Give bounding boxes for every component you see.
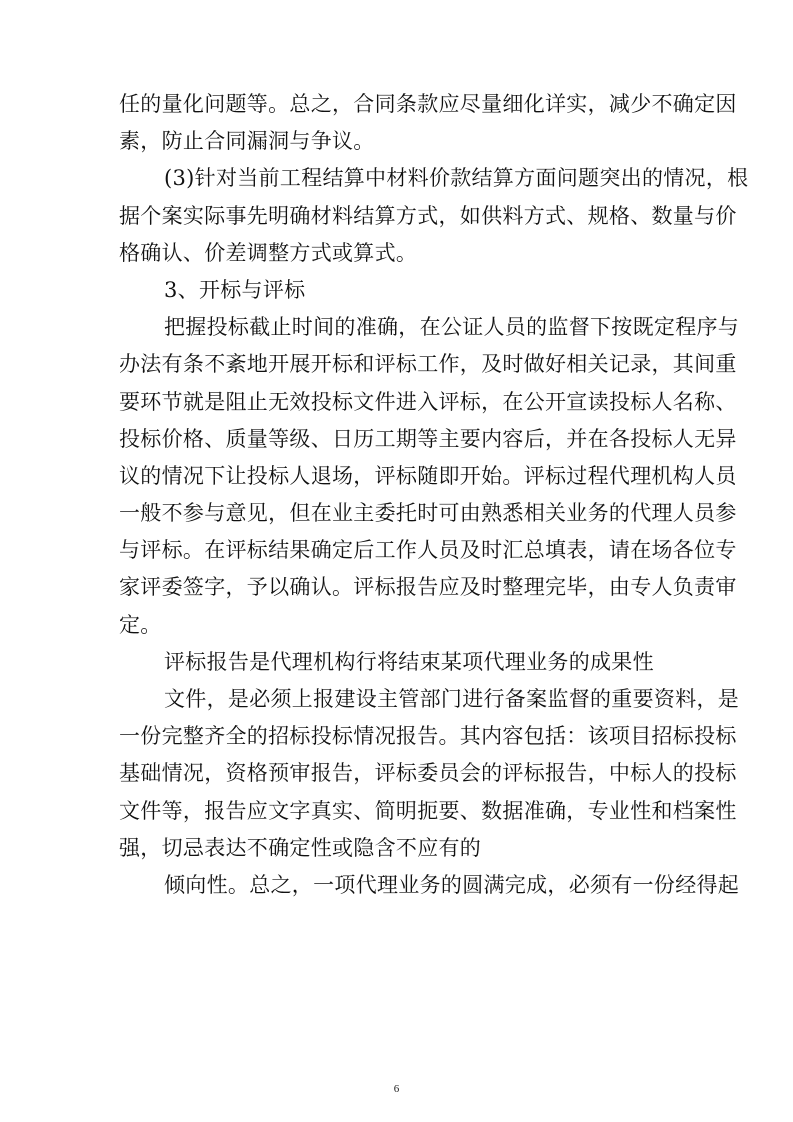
text-line: 素，防止合同漏洞与争议。 [119,129,375,154]
text-line: 强，切忌表达不确定性或隐含不应有的 [119,835,482,860]
text-line: 把握投标截止时间的准确，在公证人员的监督下按既定程序与 [164,315,740,340]
text-line: 要环节就是阻止无效投标文件进入评标，在公开宣读投标人名称、 [119,389,737,414]
text-line: (3)针对当前工程结算中材料价款结算方面问题突出的情况，根 [164,166,749,191]
text-line: 评标报告是代理机构行将结束某项代理业务的成果性 [164,649,654,674]
text-line: 办法有条不紊地开展开标和评标工作，及时做好相关记录，其间重 [119,352,737,377]
text-line: 一份完整齐全的招标投标情况报告。其内容包括：该项目招标投标 [119,724,737,749]
text-line: 格确认、价差调整方式或算式。 [119,240,418,265]
text-line: 与评标。在评标结果确定后工作人员及时汇总填表，请在场各位专 [119,538,737,563]
text-line: 任的量化问题等。总之，合同条款应尽量细化详实，减少不确定因 [119,92,737,116]
page-number: 6 [393,1083,400,1095]
text-line: 文件，是必须上报建设主管部门进行备案监督的重要资料，是 [164,687,740,711]
text-line: 一般不参与意见，但在业主委托时可由熟悉相关业务的代理人员参 [119,501,737,526]
text-line: 家评委签字，予以确认。评标报告应及时整理完毕，由专人负责审 [119,575,737,600]
text-line: 据个案实际事先明确材料结算方式，如供料方式、规格、数量与价 [119,203,737,228]
text-line: 定。 [119,612,162,637]
section-heading: 3、开标与评标 [164,277,306,302]
text-line: 议的情况下让投标人退场，评标随即开始。评标过程代理机构人员 [119,463,737,488]
body-text [119,86,749,904]
text-line: 倾向性。总之，一项代理业务的圆满完成，必须有一份经得起 [164,872,740,897]
text-line: 文件等，报告应文字真实、简明扼要、数据准确，专业性和档案性 [119,798,737,823]
text-line: 基础情况，资格预审报告，评标委员会的评标报告，中标人的投标 [119,761,737,786]
text-line: 投标价格、质量等级、日历工期等主要内容后，并在各投标人无异 [119,426,737,451]
